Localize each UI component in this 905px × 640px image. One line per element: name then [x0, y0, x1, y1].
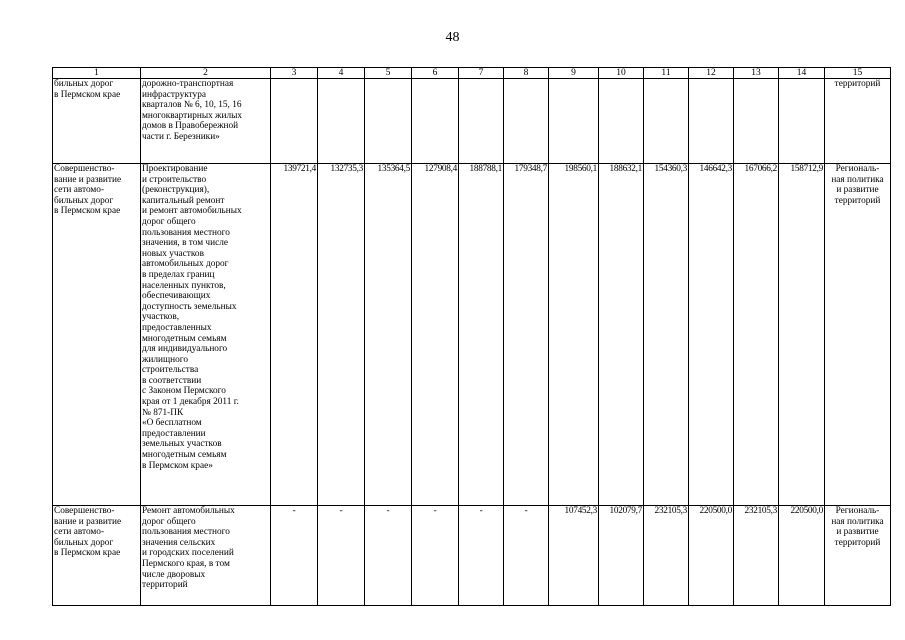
value-cell: 107452,3: [549, 506, 599, 606]
page-number: 48: [445, 30, 460, 45]
value-cell: -: [365, 506, 412, 606]
responsible-cell: территорий: [825, 79, 891, 164]
value-cell: -: [504, 506, 549, 606]
header-cell: 12: [689, 68, 734, 79]
value-cell: 146642,3: [689, 164, 734, 506]
value-cell: 188632,1: [599, 164, 644, 506]
header-cell: 4: [318, 68, 365, 79]
responsible-cell: Региональ- ная политика и развитие территорий: [825, 506, 891, 606]
header-cell: 8: [504, 68, 549, 79]
value-cell: [504, 79, 549, 164]
header-row: [53, 68, 891, 79]
goal-cell: Совершенство- вание и развитие сети автомо- бильных дорог в Пермском крае: [53, 164, 141, 506]
header-cell: 15: [825, 68, 891, 79]
value-cell: 102079,7: [599, 506, 644, 606]
task-cell: дорожно-транспортная инфраструктура кварталов № 6, 10, 15, 16 многоквартирных жилых домов в Правобережной части г. Березники»: [141, 79, 271, 164]
value-cell: [412, 79, 459, 164]
header-cell: 3: [271, 68, 318, 79]
header-cell: 14: [779, 68, 825, 79]
value-cell: 158712,9: [779, 164, 825, 506]
value-cell: 220500,0: [689, 506, 734, 606]
value-cell: [599, 79, 644, 164]
value-cell: -: [459, 506, 504, 606]
value-cell: -: [318, 506, 365, 606]
goal-cell: бильных дорог в Пермском крае: [53, 79, 141, 164]
header-cell: 9: [549, 68, 599, 79]
header-cell: 6: [412, 68, 459, 79]
header-cell: 1: [53, 68, 141, 79]
program-table: [52, 67, 891, 606]
value-cell: 188788,1: [459, 164, 504, 506]
header-cell: 7: [459, 68, 504, 79]
value-cell: 198560,1: [549, 164, 599, 506]
value-cell: [644, 79, 689, 164]
value-cell: [318, 79, 365, 164]
responsible-cell: Региональ- ная политика и развитие территорий: [825, 164, 891, 506]
header-cell: 11: [644, 68, 689, 79]
task-cell: Ремонт автомобильных дорог общего пользования местного значения сельских и городских поселений Пермского края, в том числе дворовых территорий: [141, 506, 271, 606]
value-cell: -: [271, 506, 318, 606]
table-row: [53, 506, 891, 606]
value-cell: [779, 79, 825, 164]
header-cell: 10: [599, 68, 644, 79]
task-cell: Проектирование и строительство (реконструкция), капитальный ремонт и ремонт автомобильных дорог общего пользования местного значения, в том числе новых участков автомобильных дорог в пределах границ населенных пунктов, обеспечивающих доступность земельных участков, предоставленных многодетным семьям для индивидуального жилищного строительства в соответствии с Законом Пермского края от 1 декабря 2011 г. № 871-ПК «О бесплатном предоставлении земельных участков многодетным семьям в Пермском крае»: [141, 164, 271, 506]
value-cell: 232105,3: [734, 506, 779, 606]
value-cell: 220500,0: [779, 506, 825, 606]
value-cell: [734, 79, 779, 164]
value-cell: [549, 79, 599, 164]
value-cell: 167066,2: [734, 164, 779, 506]
value-cell: [689, 79, 734, 164]
value-cell: [271, 79, 318, 164]
value-cell: 132735,3: [318, 164, 365, 506]
header-cell: 5: [365, 68, 412, 79]
value-cell: 135364,5: [365, 164, 412, 506]
value-cell: 139721,4: [271, 164, 318, 506]
value-cell: -: [412, 506, 459, 606]
value-cell: 179348,7: [504, 164, 549, 506]
value-cell: 232105,3: [644, 506, 689, 606]
header-cell: 13: [734, 68, 779, 79]
table-row: [53, 164, 891, 506]
header-cell: 2: [141, 68, 271, 79]
value-cell: [459, 79, 504, 164]
goal-cell: Совершенство- вание и развитие сети автомо- бильных дорог в Пермском крае: [53, 506, 141, 606]
table-row: [53, 79, 891, 164]
value-cell: [365, 79, 412, 164]
value-cell: 154360,3: [644, 164, 689, 506]
value-cell: 127908,4: [412, 164, 459, 506]
